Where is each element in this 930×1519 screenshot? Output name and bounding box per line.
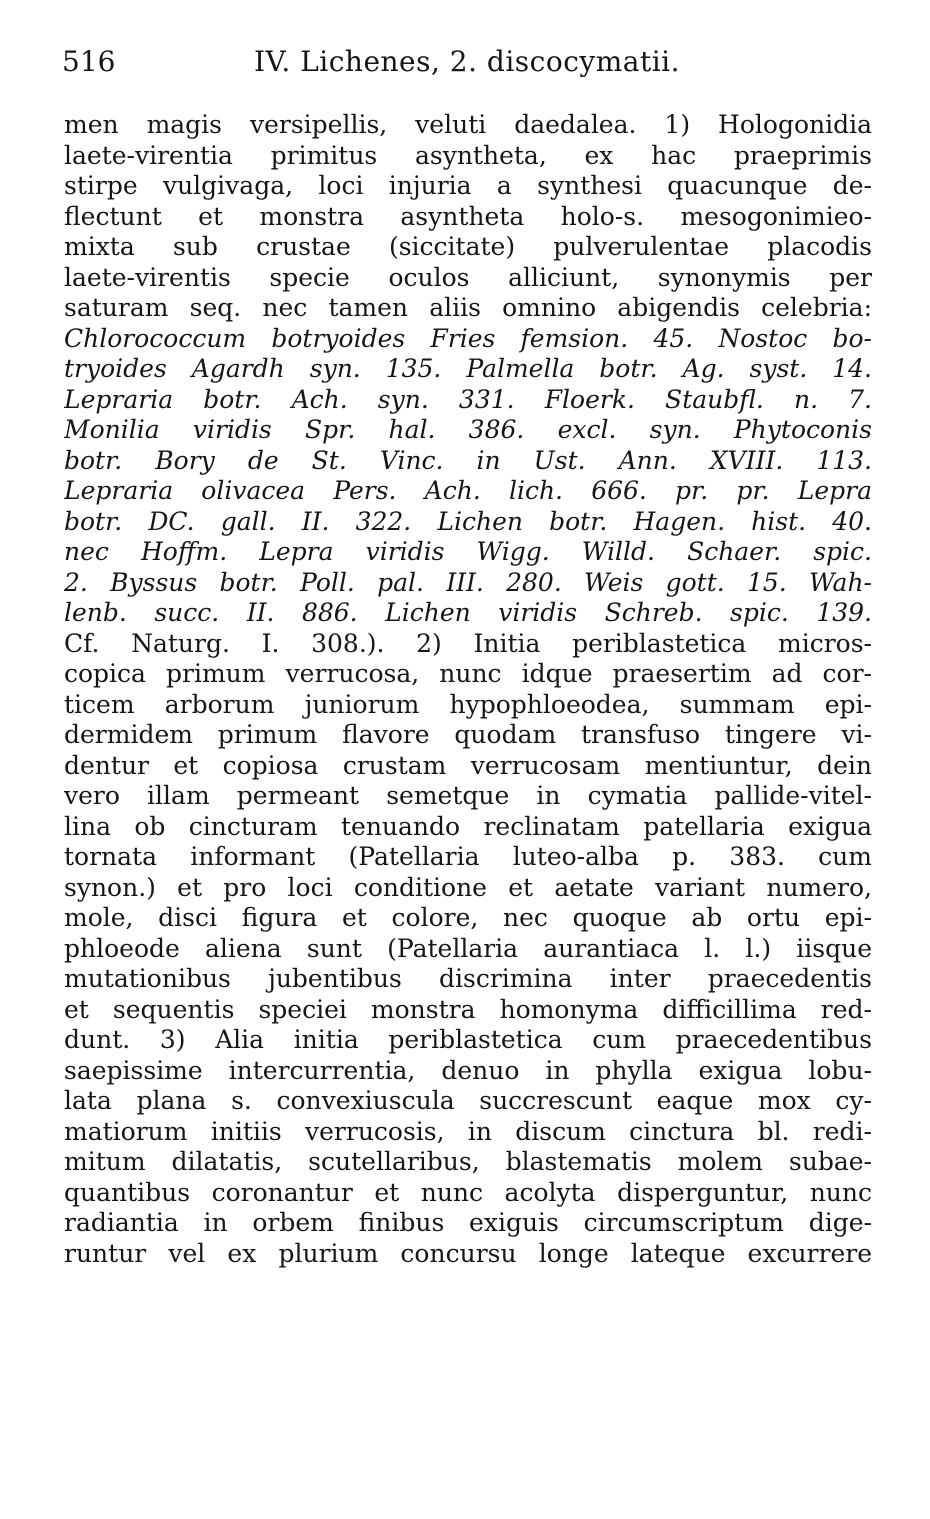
text-line: laete-virentia primitus asyntheta, ex hac praeprimis bbox=[64, 140, 872, 170]
text-line: Lepraria olivacea Pers. Ach. lich. 666. pr. pr. Lepra bbox=[64, 476, 872, 505]
text-line: stirpe vulgivaga, loci injuria a synthesi quacunque de- bbox=[64, 171, 872, 200]
text-line: laete-virentis specie oculos alliciunt, synonymis per bbox=[64, 262, 872, 292]
text-line: nec Hoffm. Lepra viridis Wigg. Willd. Schaer. spic. bbox=[64, 537, 872, 566]
text-line: runtur vel ex plurium concursu longe lateque excurrere bbox=[64, 1238, 872, 1268]
text-line: radiantia in orbem finibus exiguis circumscriptum dige- bbox=[64, 1208, 872, 1237]
text-line: Cf. Naturg. I. 308.). 2) Initia periblastetica micros- bbox=[64, 628, 872, 658]
text-line: dermidem primum flavore quodam transfuso tingere vi- bbox=[64, 720, 872, 749]
text-line: mole, disci figura et colore, nec quoque ab ortu epi- bbox=[64, 903, 872, 932]
text-line: mutationibus jubentibus discrimina inter praecedentis bbox=[64, 964, 872, 993]
text-line: Chlorococcum botryoides Fries femsion. 45. Nostoc bo- bbox=[64, 323, 872, 353]
text-line: lina ob cincturam tenuando reclinatam patellaria exigua bbox=[64, 811, 872, 841]
running-title: IV. Lichenes, 2. discocymatii. bbox=[254, 45, 681, 78]
text-line: mixta sub crustae (siccitate) pulverulentae placodis bbox=[64, 232, 872, 261]
text-line: Lepraria botr. Ach. syn. 331. Floerk. Staubfl. n. 7. bbox=[64, 384, 872, 414]
text-line: dentur et copiosa crustam verrucosam mentiuntur, dein bbox=[64, 750, 872, 780]
text-line: tornata informant (Patellaria luteo-alba p. 383. cum bbox=[64, 842, 872, 871]
text-line: flectunt et monstra asyntheta holo-s. mesogonimieo- bbox=[64, 201, 872, 231]
text-line: ticem arborum juniorum hypophloeodea, summam epi- bbox=[64, 689, 872, 719]
text-line: copica primum verrucosa, nunc idque praesertim ad cor- bbox=[64, 659, 872, 688]
text-line: Monilia viridis Spr. hal. 386. excl. syn. Phytoconis bbox=[64, 415, 872, 444]
text-line: 2. Byssus botr. Poll. pal. III. 280. Weis gott. 15. Wah- bbox=[64, 567, 872, 597]
text-line: vero illam permeant semetque in cymatia pallide-vitel- bbox=[64, 781, 872, 810]
text-line: botr. DC. gall. II. 322. Lichen botr. Hagen. hist. 40. bbox=[64, 506, 872, 536]
text-line: quantibus coronantur et nunc acolyta disperguntur, nunc bbox=[64, 1177, 872, 1207]
text-line: lenb. succ. II. 886. Lichen viridis Schreb. spic. 139. bbox=[64, 598, 872, 627]
running-head bbox=[62, 42, 882, 82]
text-line: matiorum initiis verrucosis, in discum cinctura bl. redi- bbox=[64, 1116, 872, 1146]
text-line: synon.) et pro loci conditione et aetate variant numero, bbox=[64, 872, 872, 902]
body-text bbox=[64, 110, 872, 1269]
text-line: men magis versipellis, veluti daedalea. 1) Hologonidia bbox=[64, 110, 872, 139]
text-line: lata plana s. convexiuscula succrescunt eaque mox cy- bbox=[64, 1086, 872, 1115]
text-line: tryoides Agardh syn. 135. Palmella botr. Ag. syst. 14. bbox=[64, 354, 872, 383]
text-line: mitum dilatatis, scutellaribus, blastematis molem subae- bbox=[64, 1147, 872, 1176]
text-line: saepissime intercurrentia, denuo in phylla exigua lobu- bbox=[64, 1055, 872, 1085]
text-line: saturam seq. nec tamen aliis omnino abigendis celebria: bbox=[64, 293, 872, 322]
text-line: et sequentis speciei monstra homonyma difficillima red- bbox=[64, 994, 872, 1024]
text-line: dunt. 3) Alia initia periblastetica cum praecedentibus bbox=[64, 1025, 872, 1054]
page-number: 516 bbox=[62, 45, 116, 78]
text-line: phloeode aliena sunt (Patellaria aurantiaca l. l.) iisque bbox=[64, 933, 872, 963]
text-line: botr. Bory de St. Vinc. in Ust. Ann. XVIII. 113. bbox=[64, 445, 872, 475]
